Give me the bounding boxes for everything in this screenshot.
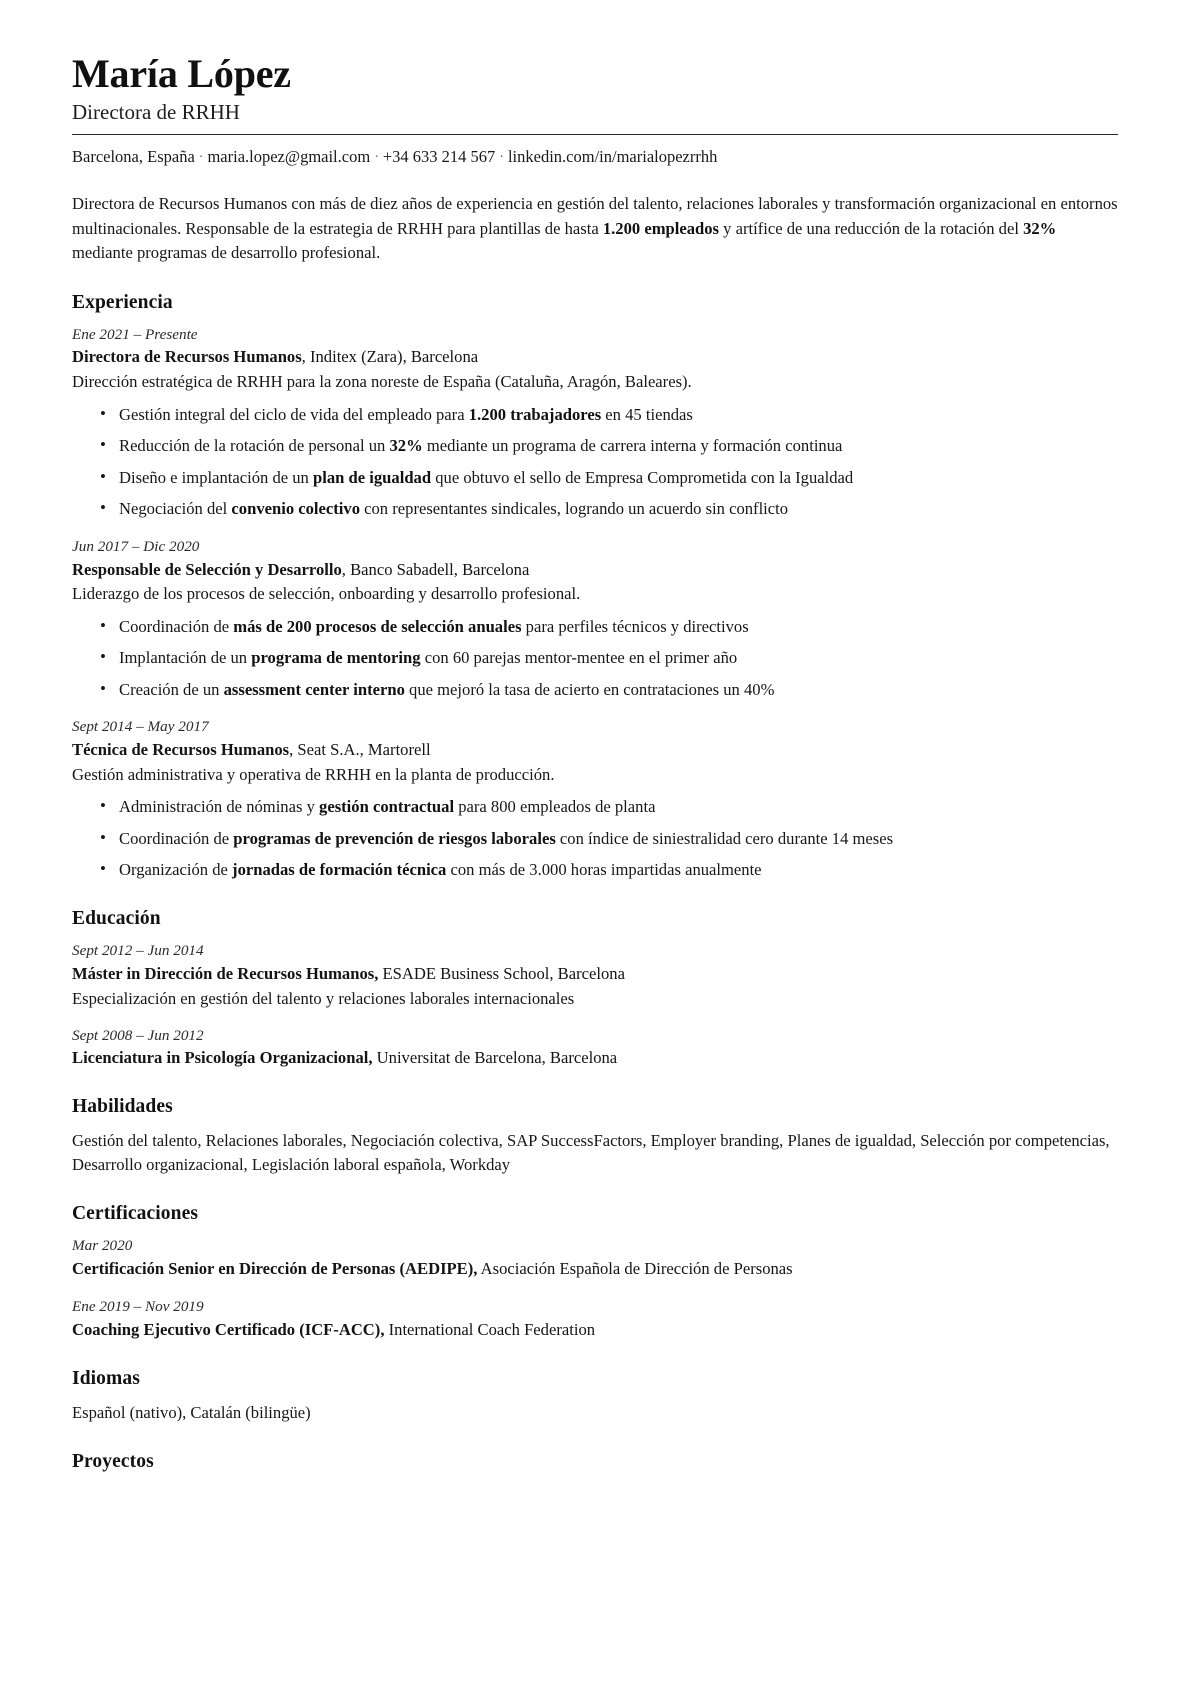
section-educación	[72, 908, 1118, 1071]
entry-organization: , Seat S.A., Martorell	[289, 740, 431, 760]
candidate-headline: Directora de RRHH	[72, 99, 240, 124]
bullet-item	[100, 403, 1118, 427]
bullet-item	[100, 827, 1118, 851]
contact-separator: ·	[198, 150, 204, 166]
summary-text: Directora de Recursos Humanos con más de diez años de experiencia en gestión del talento, relaciones laborales y transformación organizacional en entornos multinacionales. Responsable de la estrategia de RRHH para plantillas de hasta	[72, 194, 1118, 238]
header-divider	[72, 134, 1118, 135]
entry-bullet-list	[72, 615, 1118, 702]
bullet-text: Negociación del	[119, 499, 232, 519]
entry-heading	[72, 1258, 1118, 1281]
bullet-item	[100, 615, 1118, 639]
entry	[72, 325, 1118, 521]
bullet-item	[100, 497, 1118, 521]
entry-organization: , Banco Sabadell, Barcelona	[341, 559, 530, 579]
section-habilidades	[72, 1096, 1118, 1177]
bullet-emphasis: programa de mentoring	[251, 648, 421, 668]
bullet-text: Diseño e implantación de un	[119, 467, 314, 487]
summary-emphasis: 1.200 empleados	[602, 218, 719, 238]
entry	[72, 1026, 1118, 1071]
contact-separator: ·	[499, 150, 504, 166]
entry-heading	[72, 963, 1118, 986]
entry-role: Licenciatura in Psicología Organizacional,	[72, 1048, 373, 1068]
entry-role: Directora de Recursos Humanos	[72, 347, 302, 367]
entry-role: Certificación Senior en Dirección de Personas (AEDIPE),	[72, 1259, 478, 1279]
bullet-text: para perfiles técnicos y directivos	[521, 616, 749, 636]
entry-date: Mar 2020	[72, 1237, 133, 1255]
resume-sections	[72, 292, 1118, 1473]
bullet-emphasis: plan de igualdad	[313, 467, 432, 487]
section-title: Habilidades	[72, 1096, 173, 1118]
entry-organization: Asociación Española de Dirección de Personas	[477, 1259, 793, 1279]
bullet-emphasis: assessment center interno	[223, 679, 405, 699]
section-title: Educación	[72, 907, 161, 929]
entry-heading	[72, 739, 1118, 762]
entry-heading	[72, 559, 1118, 582]
entry	[72, 941, 1118, 1010]
bullet-text: Administración de nóminas y	[119, 797, 320, 817]
bullet-text: Implantación de un	[119, 648, 252, 668]
bullet-text: que obtuvo el sello de Empresa Comprometida con la Igualdad	[431, 467, 854, 487]
bullet-text: Creación de un	[119, 679, 224, 699]
section-proyectos	[72, 1451, 1118, 1473]
entry	[72, 537, 1118, 702]
bullet-text: Organización de	[119, 860, 233, 880]
entry-bullet-list	[72, 403, 1118, 521]
entry	[72, 1297, 1118, 1342]
contact-phone[interactable]: +34 633 214 567	[382, 147, 496, 167]
bullet-emphasis: 32%	[389, 436, 423, 456]
bullet-text: que mejoró la tasa de acierto en contrataciones un 40%	[404, 679, 775, 699]
entry-date: Ene 2021 – Presente	[72, 325, 198, 343]
bullet-text: Coordinación de	[119, 616, 234, 636]
bullet-emphasis: más de 200 procesos de selección anuales	[233, 616, 522, 636]
entry-organization: International Coach Federation	[384, 1319, 596, 1339]
bullet-text: con 60 parejas mentor-mentee en el primer año	[420, 648, 738, 668]
bullet-item	[100, 434, 1118, 458]
bullet-item	[100, 646, 1118, 670]
entry-heading	[72, 1319, 1118, 1342]
section-title: Certificaciones	[72, 1203, 199, 1225]
bullet-text: mediante un programa de carrera interna y formación continua	[422, 436, 843, 456]
entry-description: Gestión administrativa y operativa de RRHH en la planta de producción.	[72, 764, 555, 784]
entry-date: Jun 2017 – Dic 2020	[72, 537, 200, 555]
section-certificaciones	[72, 1203, 1118, 1341]
entry-role: Responsable de Selección y Desarrollo	[72, 559, 342, 579]
contact-linkedin[interactable]: linkedin.com/in/marialopezrrhh	[507, 147, 718, 167]
section-title: Proyectos	[72, 1450, 154, 1472]
entry-organization: , Inditex (Zara), Barcelona	[301, 347, 479, 367]
contact-line	[72, 146, 1118, 167]
entry-date: Sept 2014 – May 2017	[72, 718, 209, 736]
entry-description: Dirección estratégica de RRHH para la zona noreste de España (Cataluña, Aragón, Baleares).	[72, 372, 692, 392]
bullet-text: con índice de siniestralidad cero durante 14 meses	[555, 828, 894, 848]
bullet-emphasis: jornadas de formación técnica	[232, 860, 447, 880]
section-idiomas	[72, 1368, 1118, 1425]
contact-location: Barcelona, España	[72, 147, 195, 167]
entry	[72, 1236, 1118, 1281]
contact-separator: ·	[374, 150, 379, 166]
entry-date: Sept 2012 – Jun 2014	[72, 941, 204, 959]
entry-description: Liderazgo de los procesos de selección, onboarding y desarrollo profesional.	[72, 584, 581, 604]
bullet-item	[100, 678, 1118, 702]
resume-header	[72, 52, 1118, 167]
bullet-text: para 800 empleados de planta	[454, 797, 656, 817]
bullet-emphasis: gestión contractual	[319, 797, 455, 817]
entry-role: Coaching Ejecutivo Certificado (ICF-ACC),	[72, 1319, 385, 1339]
bullet-item	[100, 466, 1118, 490]
summary-text: y artífice de una reducción de la rotación del	[719, 218, 1024, 238]
summary-emphasis: 32%	[1023, 218, 1057, 238]
bullet-item	[100, 795, 1118, 819]
bullet-text: Coordinación de	[119, 828, 234, 848]
entry-heading	[72, 346, 1118, 369]
entry-role: Máster in Dirección de Recursos Humanos,	[72, 963, 379, 983]
summary-text: mediante programas de desarrollo profesional.	[72, 243, 381, 263]
section-experiencia	[72, 292, 1118, 882]
contact-email[interactable]: maria.lopez@gmail.com	[207, 147, 371, 167]
entry-heading	[72, 1047, 1118, 1070]
bullet-text: con representantes sindicales, logrando un acuerdo sin conflicto	[360, 499, 789, 519]
entry-role: Técnica de Recursos Humanos	[72, 740, 290, 760]
candidate-name: María López	[72, 51, 291, 96]
entry-bullet-list	[72, 795, 1118, 882]
section-body-text: Español (nativo), Catalán (bilingüe)	[72, 1402, 311, 1422]
bullet-text: en 45 tiendas	[601, 404, 693, 424]
bullet-emphasis: convenio colectivo	[231, 499, 360, 519]
professional-summary	[72, 192, 1118, 265]
entry	[72, 717, 1118, 882]
section-title: Experiencia	[72, 291, 173, 313]
entry-date: Sept 2008 – Jun 2012	[72, 1026, 204, 1044]
bullet-text: Reducción de la rotación de personal un	[119, 436, 390, 456]
bullet-item	[100, 858, 1118, 882]
entry-description: Especialización en gestión del talento y relaciones laborales internacionales	[72, 988, 575, 1008]
entry-organization: ESADE Business School, Barcelona	[378, 963, 625, 983]
section-body-text: Gestión del talento, Relaciones laborales, Negociación colectiva, SAP SuccessFactors, Employer branding, Planes de igualdad, Selección por competencias, Desarrollo organizacional, Legislación laboral española, Workday	[72, 1131, 1110, 1175]
bullet-text: con más de 3.000 horas impartidas anualmente	[446, 860, 762, 880]
bullet-text: Gestión integral del ciclo de vida del empleado para	[119, 404, 469, 424]
bullet-emphasis: 1.200 trabajadores	[468, 404, 602, 424]
entry-date: Ene 2019 – Nov 2019	[72, 1298, 204, 1316]
bullet-emphasis: programas de prevención de riesgos laborales	[233, 828, 556, 848]
section-title: Idiomas	[72, 1367, 140, 1389]
entry-organization: Universitat de Barcelona, Barcelona	[372, 1048, 618, 1068]
